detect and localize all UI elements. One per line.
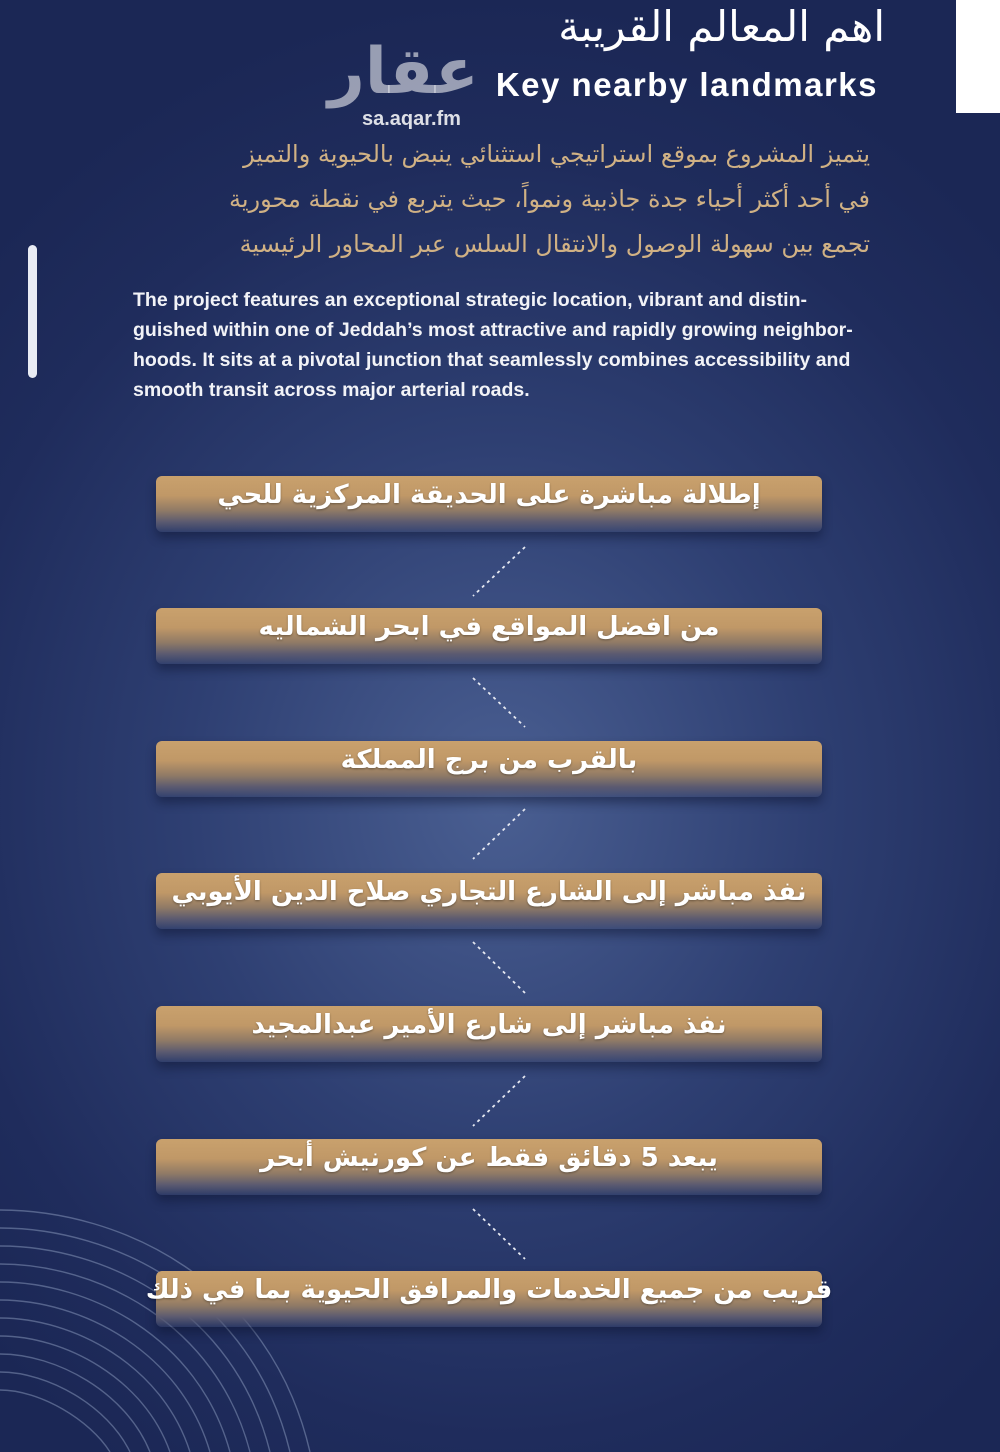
landmark-item — [156, 476, 822, 532]
intro-ar-line: يتميز المشروع بموقع استراتيجي استثنائي ينبض بالحيوية والتميز — [243, 140, 870, 168]
intro-en-line: guished within one of Jeddah’s most attractive and rapidly growing neighbor- — [133, 319, 853, 341]
landmark-label: بالقرب من برج المملكة — [340, 745, 638, 775]
landmark-item — [145, 1271, 833, 1327]
watermark-logo: عقار — [328, 35, 479, 109]
landmark-label: نفذ مباشر إلى الشارع التجاري صلاح الدين الأيوبي — [171, 877, 807, 907]
landmark-label: يبعد 5 دقائق فقط عن كورنيش أبحر — [260, 1143, 718, 1173]
landmark-label: قريب من جميع الخدمات والمرافق الحيوية بما في ذلك — [145, 1275, 833, 1305]
connector-line — [473, 678, 525, 727]
corner-white-block — [956, 0, 1000, 113]
landmark-item — [156, 1006, 822, 1062]
connector-line — [473, 1076, 525, 1126]
page-title-arabic: اهم المعالم القريبة — [558, 2, 885, 51]
watermark-url: sa.aqar.fm — [362, 108, 461, 130]
landmark-item — [156, 1139, 822, 1195]
intro-ar-line: في أحد أكثر أحياء جدة جاذبية ونمواً، حيث يتربع في نقطة محورية — [228, 185, 870, 213]
landmark-item — [156, 873, 822, 929]
intro-en-line: hoods. It sits at a pivotal junction that seamlessly combines accessibility and — [133, 349, 851, 371]
page-title-english: Key nearby landmarks — [495, 66, 878, 103]
landmark-label: نفذ مباشر إلى شارع الأمير عبدالمجيد — [251, 1010, 727, 1040]
intro-en-line: The project features an exceptional strategic location, vibrant and distin- — [133, 289, 807, 311]
connector-line — [473, 1209, 525, 1259]
connector-line — [473, 547, 525, 596]
connector-line — [473, 942, 525, 993]
landmark-item — [156, 741, 822, 797]
intro-paragraph-arabic — [133, 132, 870, 267]
landmark-item — [156, 608, 822, 664]
intro-paragraph-english — [133, 285, 870, 405]
intro-en-line: smooth transit across major arterial roads. — [133, 379, 530, 401]
intro-ar-line: تجمع بين سهولة الوصول والانتقال السلس عبر المحاور الرئيسية — [239, 230, 870, 258]
scrollbar-thumb[interactable] — [28, 245, 37, 378]
connector-line — [473, 809, 525, 859]
landmark-label: إطلالة مباشرة على الحديقة المركزية للحي — [217, 480, 761, 510]
landmark-label: من افضل المواقع في ابحر الشماليه — [258, 612, 720, 642]
